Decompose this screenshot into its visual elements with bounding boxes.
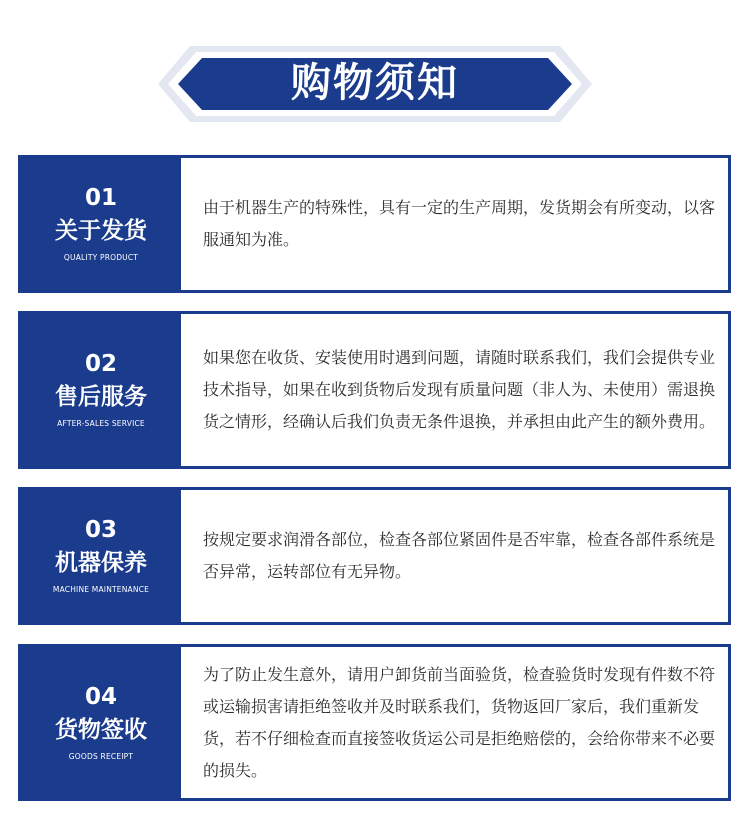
section-subtitle: AFTER-SALES SERVICE: [57, 419, 145, 428]
section-receipt: [18, 644, 731, 801]
section-subtitle: GOODS RECEIPT: [68, 751, 134, 761]
section-shipping: [18, 155, 731, 293]
section-maintenance: [18, 487, 731, 625]
section-label: [21, 314, 181, 466]
section-description: [203, 490, 720, 622]
section-title: 关于发货: [55, 218, 147, 244]
section-text: 为了防止发生意外，请用户卸货前当面验货，检查验货时发现有件数不符或运输损害请拒绝签收并及时联系我们，货物返回厂家后，我们重新发货，若不仔细检查而直接签收货运公司是拒绝赔偿的，会给你带来不必要的损失。: [203, 664, 716, 780]
section-title: 售后服务: [55, 384, 147, 410]
section-subtitle: QUALITY PRODUCT: [63, 253, 139, 262]
page-title: 购物须知: [291, 60, 459, 106]
section-description: [203, 314, 720, 466]
section-number: 04: [84, 683, 117, 710]
section-label: [21, 647, 181, 798]
section-text: 按规定要求润滑各部位，检查各部位紧固件是否牢靠，检查各部件系统是否异常，运转部位有无异物。: [203, 530, 716, 581]
section-subtitle: MACHINE MAINTENANCE: [52, 585, 150, 594]
section-text: 由于机器生产的特殊性，具有一定的生产周期，发货期会有所变动，以客服通知为准。: [203, 198, 716, 249]
section-description: [203, 158, 720, 290]
section-title: 货物签收: [55, 716, 147, 743]
section-label: [21, 158, 181, 290]
section-number: 01: [84, 185, 117, 211]
header-banner: [0, 0, 750, 140]
section-text: 如果您在收货、安装使用时遇到问题，请随时联系我们，我们会提供专业技术指导，如果在收到货物后发现有质量问题（非人为、未使用）需退换货之情形，经确认后我们负责无条件退换，并承担由此产生的额外费用。: [203, 348, 716, 431]
section-number: 02: [84, 351, 117, 377]
section-after-sales: [18, 311, 731, 469]
section-label: [21, 490, 181, 622]
section-number: 03: [84, 517, 117, 543]
section-title: 机器保养: [55, 550, 147, 576]
section-description: [203, 647, 720, 798]
